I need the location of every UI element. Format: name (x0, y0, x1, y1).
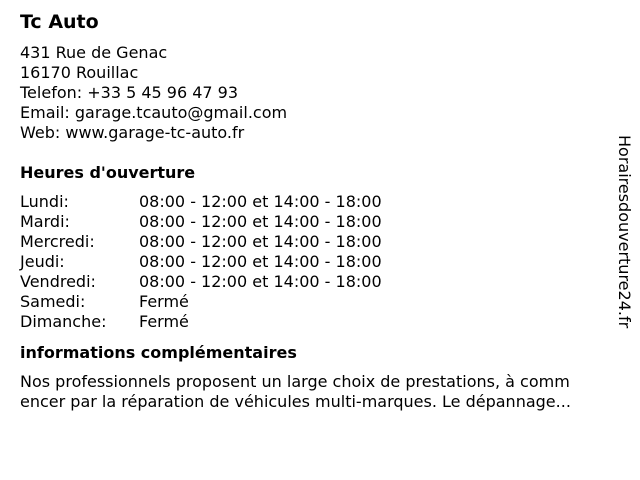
additional-info-line-2: encer par la réparation de véhicules multi-marques. Le dépannage... (20, 392, 571, 411)
hours-day: Samedi: (20, 292, 86, 311)
hours-row-lundi (20, 192, 610, 212)
phone-line: Telefon: +33 5 45 96 47 93 (20, 83, 239, 102)
hours-time: 08:00 - 12:00 et 14:00 - 18:00 (139, 212, 382, 231)
address-line-1: 431 Rue de Genac (20, 43, 168, 62)
hours-time: 08:00 - 12:00 et 14:00 - 18:00 (139, 252, 382, 271)
hours-day: Dimanche: (20, 312, 107, 331)
web-line: Web: www.garage-tc-auto.fr (20, 123, 245, 142)
hours-row-dimanche (20, 312, 610, 332)
additional-info-title: informations complémentaires (20, 343, 297, 362)
hours-row-samedi (20, 292, 610, 312)
hours-time: Fermé (139, 292, 189, 311)
email-line: Email: garage.tcauto@gmail.com (20, 103, 288, 122)
hours-time: 08:00 - 12:00 et 14:00 - 18:00 (139, 232, 382, 251)
business-name: Tc Auto (20, 11, 99, 33)
hours-day: Mercredi: (20, 232, 95, 251)
hours-row-mercredi (20, 232, 610, 252)
hours-time: 08:00 - 12:00 et 14:00 - 18:00 (139, 272, 382, 291)
hours-day: Lundi: (20, 192, 69, 211)
address-line-2: 16170 Rouillac (20, 63, 139, 82)
additional-info-text (20, 372, 620, 412)
hours-row-jeudi (20, 252, 610, 272)
opening-hours-title: Heures d'ouverture (20, 163, 196, 182)
hours-time: 08:00 - 12:00 et 14:00 - 18:00 (139, 192, 382, 211)
hours-day: Vendredi: (20, 272, 96, 291)
hours-row-mardi (20, 212, 610, 232)
site-watermark: Horairesdouverture24.fr (615, 135, 634, 329)
business-card (20, 10, 610, 412)
hours-day: Mardi: (20, 212, 70, 231)
opening-hours-table (20, 192, 610, 332)
hours-time: Fermé (139, 312, 189, 331)
hours-row-vendredi (20, 272, 610, 292)
additional-info-line-1: Nos professionnels proposent un large choix de prestations, à comm (20, 372, 570, 391)
hours-day: Jeudi: (20, 252, 65, 271)
